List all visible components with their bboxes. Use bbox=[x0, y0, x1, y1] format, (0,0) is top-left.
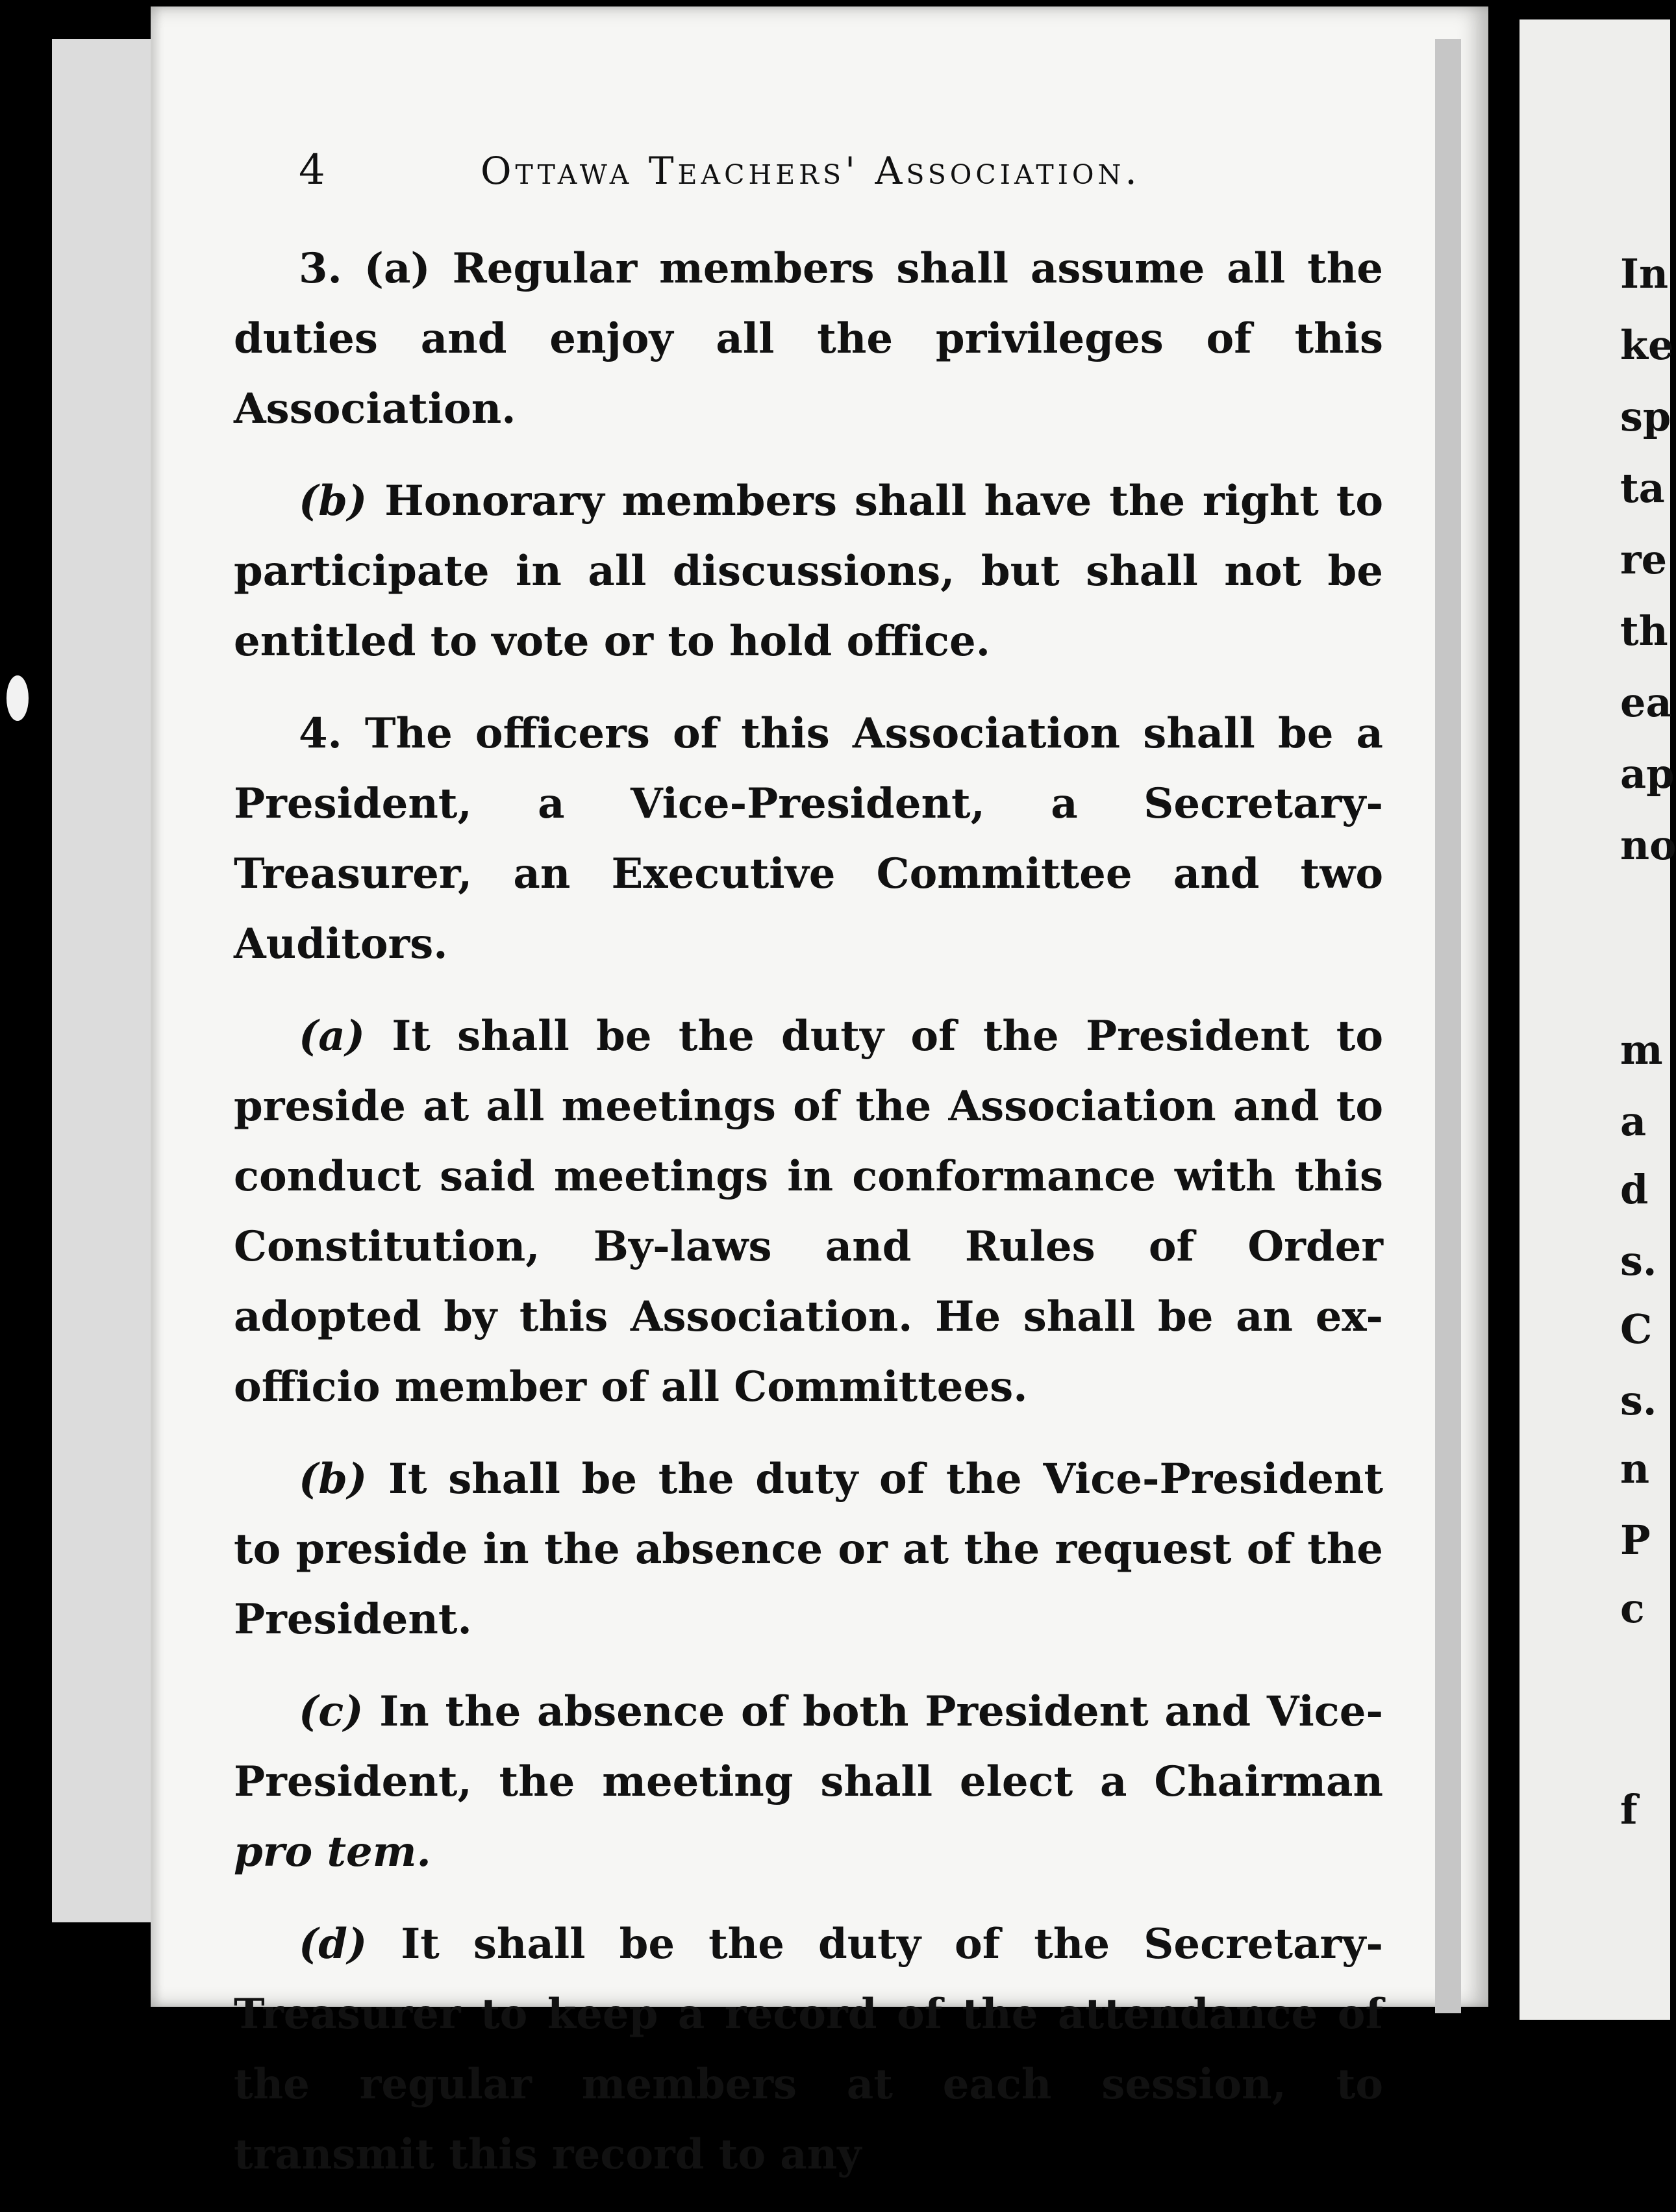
facing-fragment: In bbox=[1620, 250, 1669, 297]
facing-fragment: sp bbox=[1620, 393, 1671, 440]
paragraph-text: It shall be the duty of the President to preside at all meetings of the Association and to conduct said meetings in conformance with this Constitution, By-laws and Rules of Order adopted by this Association. He shall be an ex-officio member of all Committees. bbox=[234, 1012, 1384, 1411]
page-body bbox=[234, 234, 1383, 2212]
clause-label: (d) bbox=[299, 1920, 368, 1968]
paragraph-4d bbox=[234, 1909, 1383, 2190]
paragraph-text: It shall be the duty of the Secretary-Treasurer to keep a record of the attendance of the regular members at each session, to transmit this record to any bbox=[234, 1920, 1384, 2179]
facing-fragment: ke bbox=[1620, 321, 1674, 369]
facing-fragment: a bbox=[1620, 1098, 1647, 1145]
paragraph-text: It shall be the duty of the Vice-President to preside in the absence or at the request of the President. bbox=[234, 1455, 1383, 1644]
facing-fragment: s. bbox=[1620, 1377, 1657, 1424]
facing-fragment: ea bbox=[1620, 679, 1672, 726]
clause-label: (b) bbox=[299, 1455, 368, 1503]
clause-label: (c) bbox=[299, 1687, 364, 1736]
facing-page bbox=[1520, 19, 1670, 2020]
paragraph-3a bbox=[234, 234, 1383, 444]
facing-fragment: P bbox=[1620, 1516, 1651, 1564]
facing-fragment: re bbox=[1620, 536, 1668, 583]
clause-label: (a) bbox=[299, 1012, 366, 1061]
facing-fragment: f bbox=[1620, 1786, 1638, 1833]
facing-fragment: th bbox=[1620, 607, 1668, 655]
running-title: Ottawa Teachers' Association. bbox=[481, 149, 1141, 193]
facing-fragment: n bbox=[1620, 1445, 1650, 1492]
clause-label: (b) bbox=[299, 477, 368, 525]
paragraph-4c bbox=[234, 1677, 1383, 1887]
paragraph-4a bbox=[234, 1001, 1383, 1422]
facing-fragment: s. bbox=[1620, 1237, 1657, 1285]
paragraph-4b bbox=[234, 1444, 1383, 1655]
paragraph-3b bbox=[234, 466, 1383, 677]
facing-fragment: C bbox=[1620, 1305, 1653, 1353]
facing-fragment: d bbox=[1620, 1166, 1649, 1213]
paragraph-text: In the absence of both President and Vice-President, the meeting shall elect a Chairman bbox=[234, 1687, 1384, 1806]
facing-fragment: c bbox=[1620, 1585, 1645, 1632]
scan-speck bbox=[6, 675, 29, 721]
facing-fragment: ap bbox=[1620, 750, 1675, 798]
page-number: 4 bbox=[299, 146, 325, 194]
facing-fragment: no bbox=[1620, 822, 1676, 869]
page-header bbox=[286, 140, 1208, 198]
paragraph-text: 3. (a) Regular members shall assume all the duties and enjoy all the privileges of this Association. bbox=[234, 244, 1383, 433]
page-gutter bbox=[1435, 39, 1461, 2013]
facing-fragment: m bbox=[1620, 1026, 1663, 1074]
paragraph-text: Honorary members shall have the right to participate in all discussions, but shall not be entitled to vote or to hold office. bbox=[234, 477, 1383, 666]
paragraph-text: 4. The officers of this Association shall be a President, a Vice-President, a Secretary-Treasurer, an Executive Committee and two Auditors. bbox=[234, 709, 1383, 968]
facing-fragment: ta bbox=[1620, 464, 1665, 512]
paragraph-4 bbox=[234, 699, 1383, 979]
italic-phrase: pro tem. bbox=[234, 1828, 431, 1876]
